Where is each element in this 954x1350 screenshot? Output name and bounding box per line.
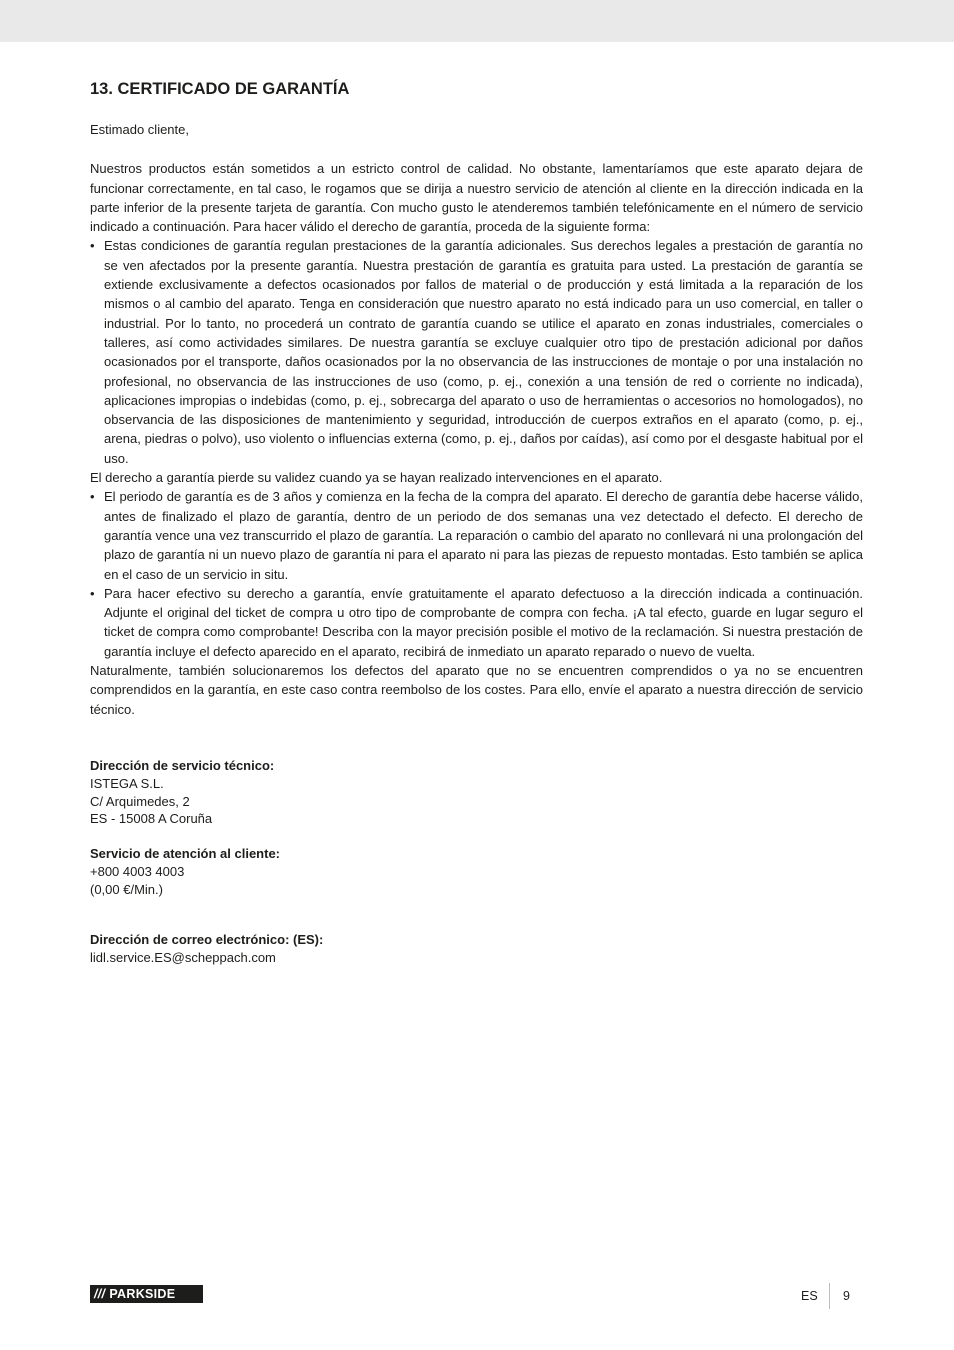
bullet-text: El periodo de garantía es de 3 años y comienza en la fecha de la compra del aparato. El derecho de garantía debe hacerse válido, antes de finalizado el plazo de garantía, dentro de un periodo de dos semanas una vez detectado el defecto. El derecho de garantía vence una vez transcurrido el plazo de garantía. La reparación o cambio del aparato no conllevará ni una prolongación del plazo de garantía ni un nuevo plazo de garantía ni para el aparato ni para las piezas de repuesto montadas. Esto también se aplica en el caso de un servicio in situ.: [104, 489, 863, 582]
email-label: Dirección de correo electrónico: (ES):: [90, 932, 324, 948]
bullet-icon: •: [90, 489, 95, 505]
bullet-period: [90, 487, 863, 583]
warranty-section: [90, 78, 863, 967]
city-address: ES - 15008 A Coruña: [90, 811, 213, 827]
service-address-block: [90, 757, 863, 828]
footer-divider: [829, 1283, 830, 1309]
customer-service-label: Servicio de atención al cliente:: [90, 846, 281, 862]
greeting: Estimado cliente,: [90, 122, 189, 137]
service-address-label: Dirección de servicio técnico:: [90, 757, 275, 773]
street-address: C/ Arquimedes, 2: [90, 793, 190, 809]
bullet-conditions: [90, 236, 863, 468]
page-number: 9: [843, 1289, 850, 1303]
logo-slashes: ///: [94, 1287, 106, 1301]
email-block: [90, 931, 863, 967]
section-title: 13. CERTIFICADO DE GARANTÍA: [90, 80, 350, 98]
intro-paragraph: Nuestros productos están sometidos a un estricto control de calidad. No obstante, lamentaríamos que este aparato dejara de funcionar correctamente, en tal caso, le rogamos que se dirija a nuestro servicio de atención al cliente en la dirección indicada en la parte inferior de la presente tarjeta de garantía. Con mucho gusto le atenderemos también telefónicamente en el número de servicio indicado a continuación. Para hacer válido el derecho de garantía, proceda de la siguiente forma:: [90, 161, 863, 235]
parkside-logo: [90, 1285, 203, 1303]
void-note: El derecho a garantía pierde su validez cuando ya se hayan realizado intervenciones en el aparato.: [90, 470, 663, 486]
company-name: ISTEGA S.L.: [90, 775, 164, 791]
bullet-text: Para hacer efectivo su derecho a garantía, envíe gratuitamente el aparato defectuoso a la dirección indicada a continuación. Adjunte el original del ticket de compra u otro tipo de comprobante de compra con fecha. ¡A tal efecto, guarde en lugar seguro el ticket de compra como comprobante! Describa con la mayor precisión posible el motivo de la reclamación. Si nuestra prestación de garantía incluye el defecto aparecido en el aparato, recibirá de inmediato un aparato reparado o nuevo de vuelta.: [104, 585, 863, 659]
bullet-icon: •: [90, 238, 95, 254]
customer-service-block: [90, 845, 863, 898]
phone-rate: (0,00 €/Min.): [90, 881, 163, 897]
bullet-claim: [90, 584, 863, 661]
email-address: lidl.service.ES@scheppach.com: [90, 950, 276, 966]
bullet-icon: •: [90, 585, 95, 601]
language-code: ES: [801, 1289, 818, 1303]
logo-text: PARKSIDE: [109, 1287, 176, 1301]
bullet-text: Estas condiciones de garantía regulan prestaciones de la garantía adicionales. Sus derechos legales a prestación de garantía no se ven afectados por la presente garantía. Nuestra prestación de garantía es gratuita para usted. La prestación de garantía se extiende exclusivamente a defectos ocasionados por fallos de material o de producción y está limitada a la reparación de los mismos o al cambio del aparato. Tenga en consideración que nuestro aparato no está indicado para un uso comercial, en taller o industrial. Por lo tanto, no procederá un contrato de garantía cuando se utilice el aparato en zonas industriales, comerciales o talleres, así como actividades similares. De nuestra garantía se excluye cualquier otro tipo de prestación adicional por daños ocasionados por el transporte, daños ocasionados por la no observancia de las instrucciones de montaje o por una instalación no profesional, no observancia de las instrucciones de uso (como, p. ej., conexión a una tensión de red o corriente no indicada), aplicaciones impropias o indebidas (como, p. ej., sobrecarga del aparato o uso de herramientas o accesorios no homologados), no observancia de las disposiciones de mantenimiento y seguridad, introducción de cuerpos extraños en el aparato (como, p. ej., arena, piedras o polvo), uso violento o influencias externa (como, p. ej., daños por caídas), así como por el desgaste habitual por el uso.: [104, 238, 863, 466]
phone-number: +800 4003 4003: [90, 863, 185, 879]
closing-paragraph: Naturalmente, también solucionaremos los defectos del aparato que no se encuentren comprendidos o ya no se encuentren comprendidos en la garantía, en este caso contra reembolso de los costes. Para ello, envíe el aparato a nuestra dirección de servicio técnico.: [90, 663, 863, 717]
top-bar: [0, 0, 954, 42]
